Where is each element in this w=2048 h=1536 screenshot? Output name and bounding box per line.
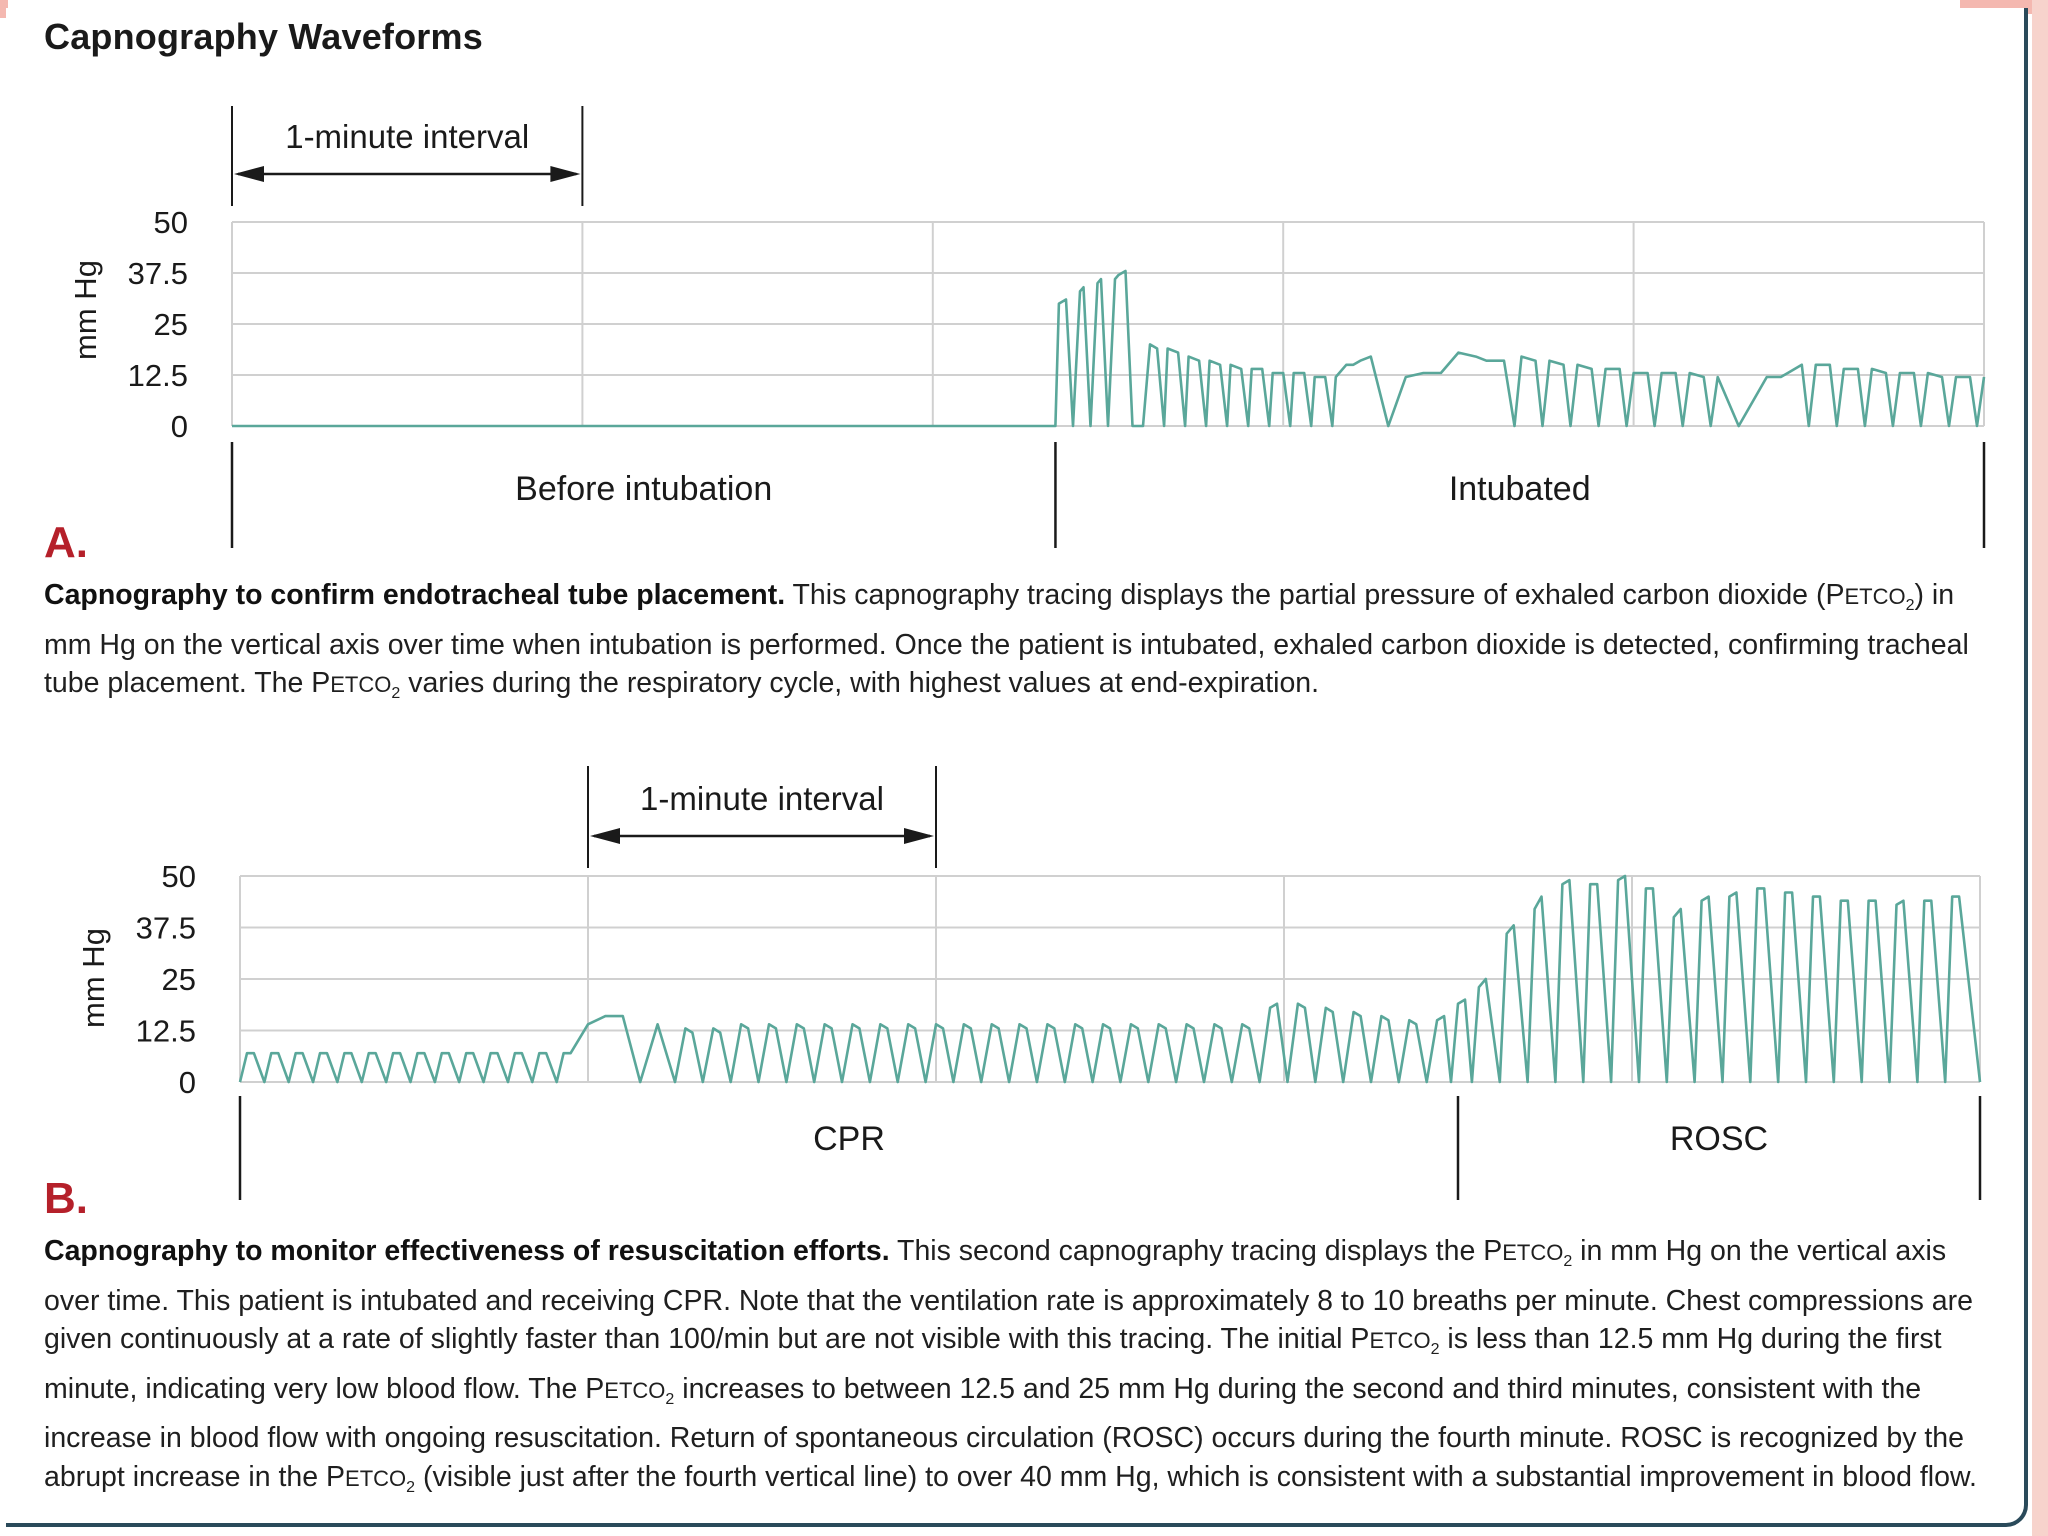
caption-b-text-5: (visible just after the fourth vertical line) to over 40 mm Hg, which is consistent with a substantial improvement in blood flow. [415,1460,1977,1493]
caption-b [44,1232,1994,1507]
caption-a-text-1: This capnography tracing displays the partial pressure of exhaled carbon dioxide ( [785,579,1826,611]
chart-b-ytick-4: 0 [178,1065,196,1100]
chart-a-ytick-0: 50 [153,205,188,240]
caption-b-petco-2-p: P [1350,1323,1370,1355]
chart-b-segment-label-0: CPR [813,1120,885,1158]
chart-b-ytick-3: 12.5 [135,1013,196,1049]
caption-b-petco-4-p: P [326,1460,346,1493]
chart-b-ytick-0: 50 [161,859,196,894]
caption-a-text-2: ) in mm Hg on the vertical axis over time when intubation is performed. Once the patient is intubated, exhaled carbon dioxide is detected, confirming tracheal tube placement. The [44,579,1969,699]
caption-b-petco-2 [1350,1323,1440,1358]
caption-b-petco-4 [326,1460,416,1496]
chart-b-interval-label: 1-minute interval [640,780,884,817]
caption-a-petco-1-p: P [1825,579,1845,611]
chart-a-ytick-1: 37.5 [127,256,188,291]
caption-b-petco-3-p: P [585,1372,605,1405]
caption-b-text-4: increases to between 12.5 and 25 mm Hg during the second and third minutes, consistent with the increase in blood flow with ongoing resuscitation. Return of spontaneous circulation (ROSC) occurs during the fourth minute. ROSC is recognized by the abrupt increase in the [44,1372,1964,1493]
caption-b-petco-1-etco: ETCO [1502,1240,1564,1265]
caption-b-text-1: This second capnography tracing displays the [889,1235,1484,1267]
caption-b-petco-1 [1483,1235,1573,1270]
chart-a-ytick-4: 0 [170,409,188,444]
caption-b-petco-2-etco: ETCO [1369,1328,1431,1353]
caption-b-petco-3-etco: ETCO [604,1377,666,1403]
caption-a-text-3: varies during the respiratory cycle, with highest values at end-expiration. [400,667,1320,699]
chart-a-ytick-2: 25 [153,307,188,342]
caption-b-text-2: in mm Hg on the vertical axis over time. This patient is intubated and receiving CPR. Note that the ventilation rate is approximately 8 to 10 breaths per minute. Chest compressions are given continuously at a rate of slightly faster than 100/min but are not visible with this tracing. The initial [44,1235,1973,1355]
caption-a-heading: Capnography to confirm endotracheal tube placement. [44,579,786,611]
caption-b-petco-1-sub: 2 [1563,1253,1573,1270]
chart-b-interval-arrowhead-left [590,828,620,844]
caption-b-petco-1-p: P [1483,1235,1503,1267]
chart-a-ytick-3: 12.5 [127,358,188,393]
caption-b-petco-3 [585,1372,675,1408]
caption-a-petco-2-sub: 2 [391,685,401,702]
caption-a-petco-1-etco: ETCO [1844,584,1906,609]
caption-b-heading: Capnography to monitor effectiveness of resuscitation efforts. [44,1235,890,1267]
panel-b-letter: B. [44,1174,88,1223]
chart-a-segment-label-1: Intubated [1448,470,1591,508]
chart-b-ylabel: mm Hg [76,928,111,1028]
caption-a-petco-2-etco: ETCO [330,672,392,697]
panel-a-letter: A. [44,518,88,567]
caption-b-text-3: is less than 12.5 mm Hg during the first minute, indicating very low blood flow. The [44,1323,1942,1405]
caption-b-petco-4-etco: ETCO [345,1465,407,1491]
caption-b-petco-2-sub: 2 [1430,1341,1440,1358]
chart-a-interval-label: 1-minute interval [285,118,530,155]
figure-title: Capnography Waveforms [44,16,483,57]
chart-a-ylabel: mm Hg [68,260,103,360]
chart-b-segment-label-1: ROSC [1669,1120,1769,1158]
chart-b-interval-arrowhead-right [904,828,934,844]
chart-b-ytick-1: 37.5 [135,910,196,946]
caption-b-petco-4-sub: 2 [406,1478,416,1496]
caption-a-petco-2-p: P [311,667,331,699]
chart-a-segment-label-0: Before intubation [515,470,773,508]
caption-a-petco-1-sub: 2 [1905,597,1915,614]
chart-b-ytick-2: 25 [161,962,196,997]
caption-b-petco-3-sub: 2 [665,1390,675,1408]
